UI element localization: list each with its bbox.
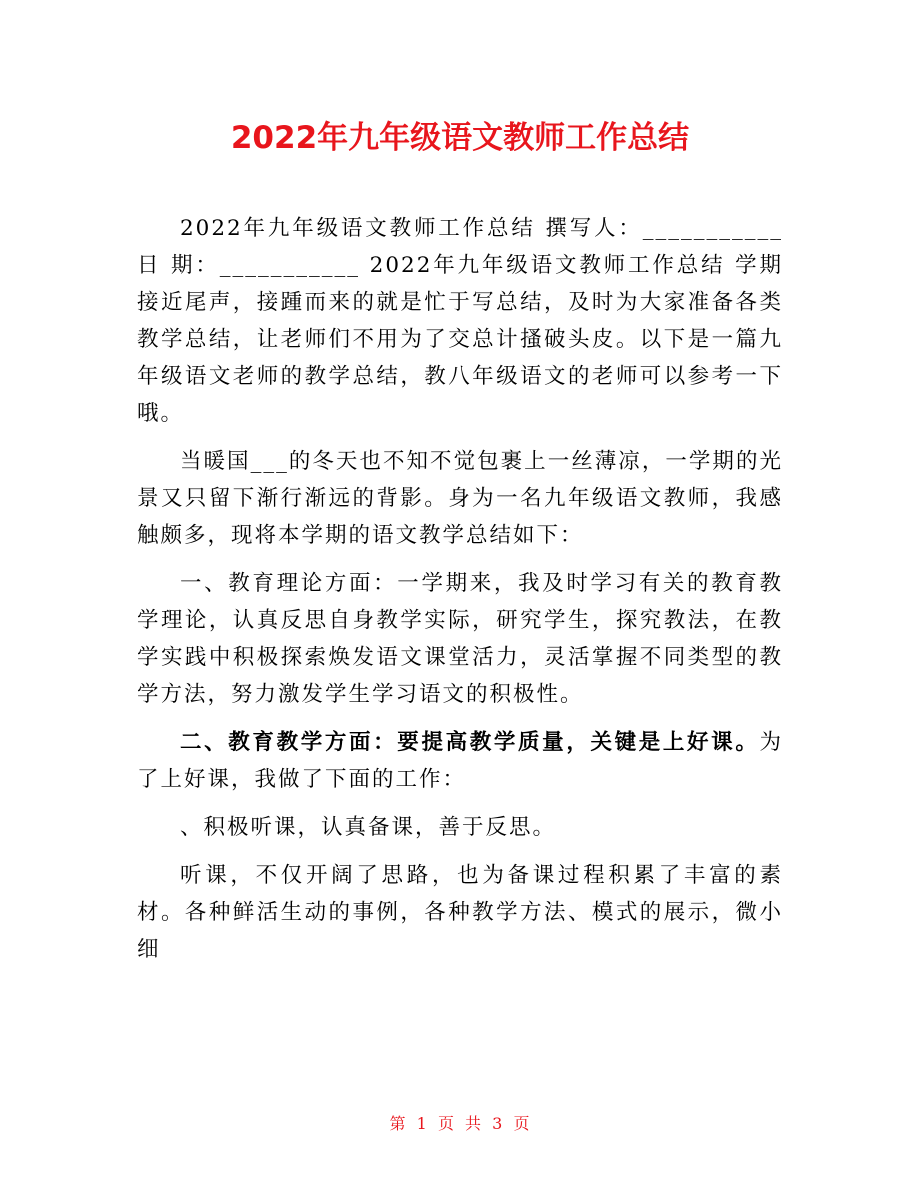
footer-label-page-unit: 页 <box>437 1114 455 1133</box>
paragraph-winter: 当暖国___的冬天也不知不觉包裹上一丝薄凉，一学期的光景又只留下渐行渐远的背影。身为一名九年级语文教师，我感触颇多，现将本学期的语文教学总结如下： <box>137 449 783 548</box>
paragraph-intro: 学期接近尾声，接踵而来的就是忙于写总结，及时为大家准备各类教学总结，让老师们不用为了交总计搔破头皮。以下是一篇九年级语文老师的教学总结，教八年级语文的老师可以参考一下哦。 <box>137 253 783 426</box>
footer-label-page: 第 <box>389 1114 407 1133</box>
list-item-listening: 、积极听课，认真备课，善于反思。 <box>180 815 557 840</box>
header-line-date: 日 期：___________ 2022年九年级语文教师工作总结 <box>137 253 726 278</box>
document-header <box>137 210 783 432</box>
paragraph-theory: 一、教育理论方面：一学期来，我及时学习有关的教育教学理论，认真反思自身教学实际，研究学生，探究教法，在教学实践中积极探索焕发语文课堂活力，灵活掌握不同类型的教学方法，努力激发学生学习语文的积极性。 <box>137 571 783 707</box>
section2-heading: 二、教育教学方面：要提高教学质量，关键是上好课。 <box>180 730 760 755</box>
footer-total-pages: 3 <box>492 1114 504 1133</box>
footer-label-total: 共 <box>465 1114 483 1133</box>
page-footer <box>0 1112 920 1136</box>
document-title: 2022年九年级语文教师工作总结 <box>230 120 690 156</box>
section2-text: 为了上好课，我做了下面的工作： <box>137 730 783 792</box>
footer-current-page: 1 <box>416 1114 428 1133</box>
paragraph-teaching <box>137 724 783 798</box>
document-body <box>137 210 783 968</box>
paragraph-listening: 听课，不仅开阔了思路，也为备课过程积累了丰富的素材。各种鲜活生动的事例，各种教学方法、模式的展示，微小细 <box>137 863 783 962</box>
footer-label-total-unit: 页 <box>513 1114 531 1133</box>
header-line-author: 2022年九年级语文教师工作总结 撰写人：___________ <box>180 216 783 241</box>
